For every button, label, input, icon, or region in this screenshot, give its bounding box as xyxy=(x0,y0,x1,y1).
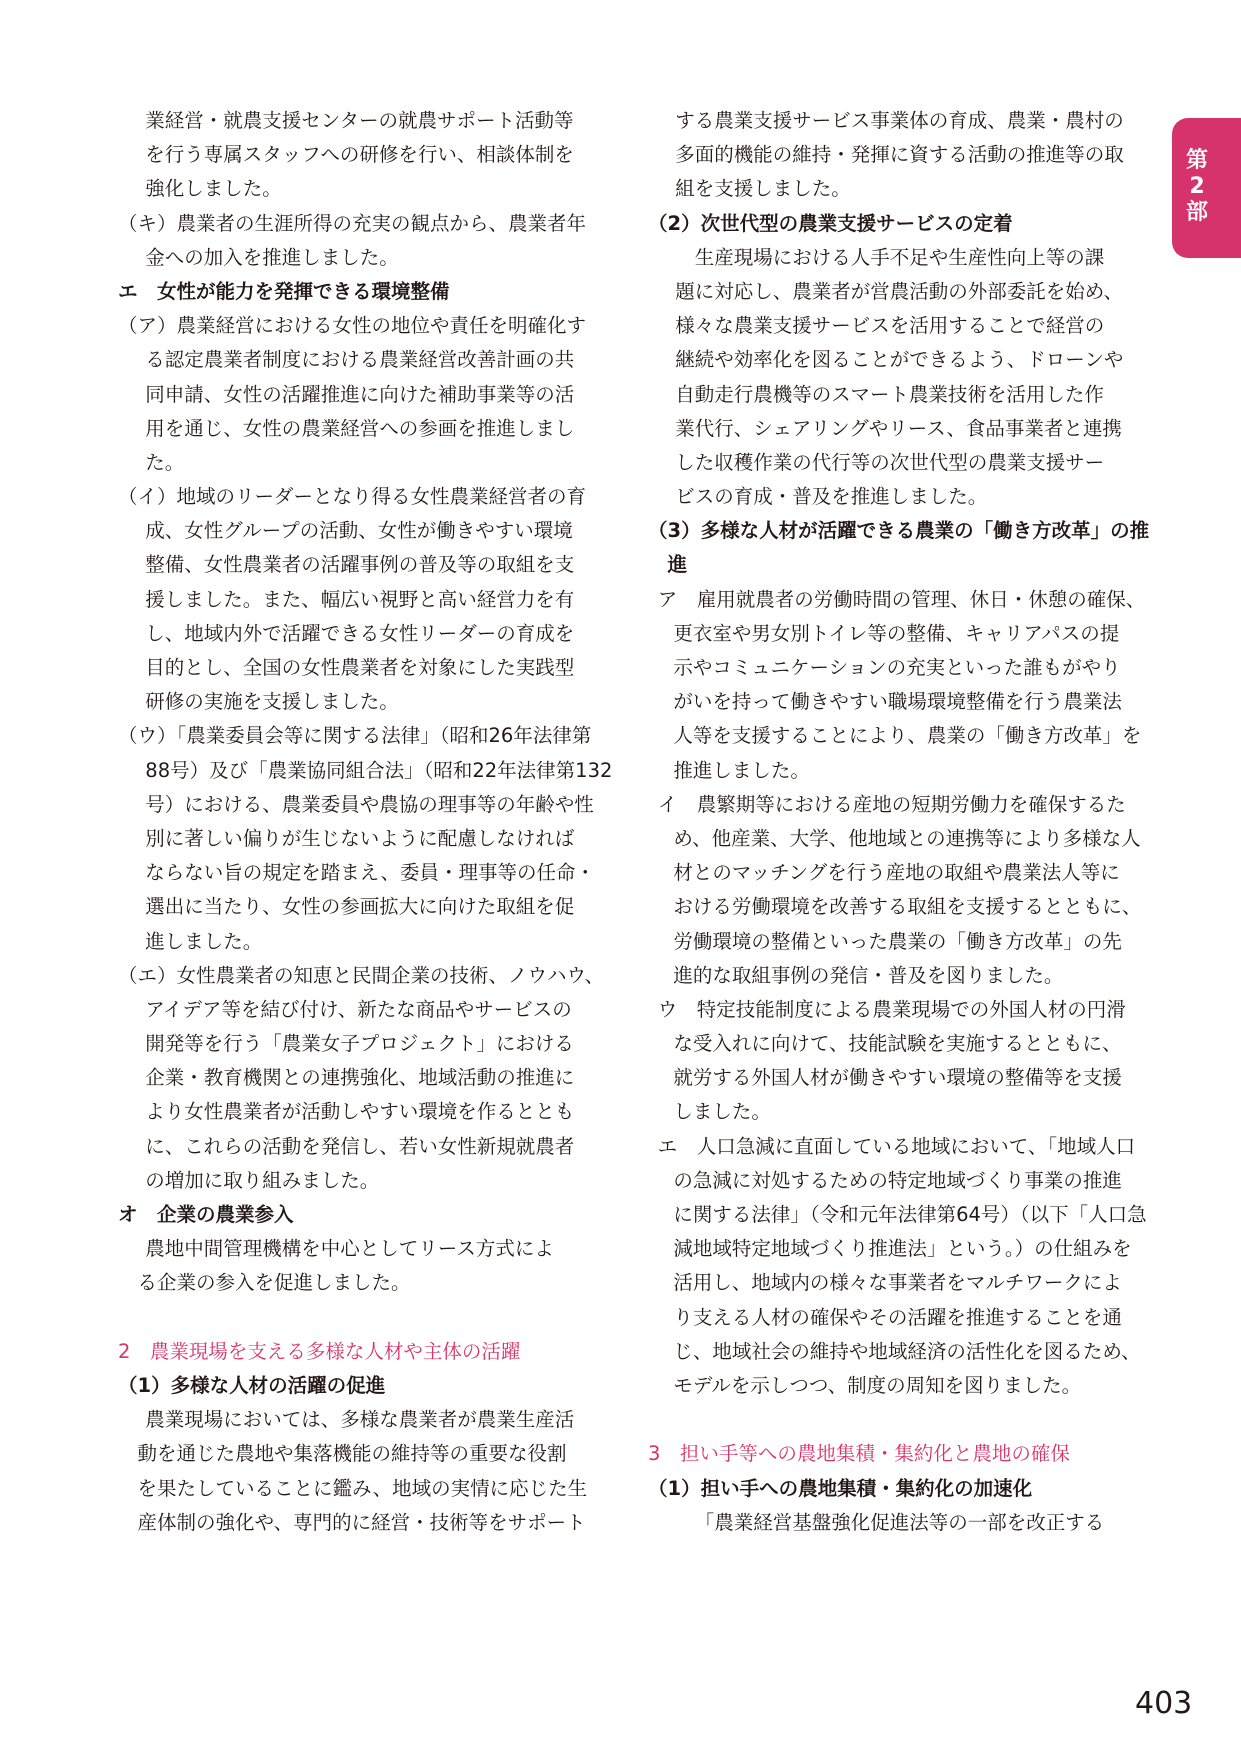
text-line: 生産現場における人手不足や生産性向上等の課 xyxy=(694,245,1105,269)
text-line: を果たしていることに鑑み、地域の実情に応じた生 xyxy=(137,1476,588,1500)
text-line: を行う専属スタッフへの研修を行い、相談体制を xyxy=(145,143,574,167)
subheading: （1）担い手への農地集積・集約化の加速化 xyxy=(648,1476,1033,1500)
text-line: （キ）農業者の生涯所得の充実の観点から、農業者年 xyxy=(118,211,587,235)
text-line: 農地中間管理機構を中心としてリース方式によ xyxy=(145,1237,554,1261)
text-line: 動を通じた農地や集落機能の維持等の重要な役割 xyxy=(137,1442,567,1466)
text-line: した収穫作業の代行等の次世代型の農業支援サー xyxy=(675,450,1105,474)
text-line: 人等を支援することにより、農業の「働き方改革」を xyxy=(673,724,1142,748)
text-line: る企業の参入を促進しました。 xyxy=(137,1271,411,1295)
text-line: （エ）女性農業者の知恵と民間企業の技術、ノウハウ、 xyxy=(118,963,604,987)
page-number: 403 xyxy=(1135,1686,1193,1721)
text-line: 組を支援しました。 xyxy=(675,177,851,201)
text-line: 更衣室や男女別トイレ等の整備、キャリアパスの提 xyxy=(673,621,1120,645)
text-line: モデルを示しつつ、制度の周知を図りました。 xyxy=(673,1373,1082,1397)
text-line: 自動走行農機等のスマート農業技術を活用した作 xyxy=(675,382,1104,406)
text-line: め、他産業、大学、他地域との連携等により多様な人 xyxy=(673,826,1141,850)
text-line: おける労働環境を改善する取組を支援するとともに、 xyxy=(673,895,1142,919)
subheading: 進 xyxy=(667,553,688,577)
part-tab-label: 第 2 部 xyxy=(1185,148,1208,225)
text-line: ビスの育成・普及を推進しました。 xyxy=(675,485,988,509)
text-line: 整備、女性農業者の活躍事例の普及等の取組を支 xyxy=(145,553,575,577)
text-line: し、地域内外で活躍できる女性リーダーの育成を xyxy=(145,621,575,645)
text-line: 推進しました。 xyxy=(673,758,810,782)
text-line: 88号）及び「農業協同組合法」（昭和22年法律第132 xyxy=(145,758,613,782)
text-line: 材とのマッチングを行う産地の取組や農業法人等に xyxy=(673,861,1120,885)
text-line: エ 人口急減に直面している地域において、「地域人口 xyxy=(657,1134,1136,1158)
text-line: 進的な取組事例の発信・普及を図りました。 xyxy=(673,963,1064,987)
text-line: じ、地域社会の維持や地域経済の活性化を図るため、 xyxy=(673,1339,1141,1363)
text-line: に関する法律」（令和元年法律第64号）（以下「人口急 xyxy=(673,1203,1147,1226)
text-line: 様々な農業支援サービスを活用することで経営の xyxy=(675,314,1105,338)
text-line: 別に著しい偏りが生じないように配慮しなければ xyxy=(145,826,575,850)
text-line: ウ 特定技能制度による農業現場での外国人材の円滑 xyxy=(657,997,1126,1021)
text-line: 「農業経営基盤強化促進法等の一部を改正する xyxy=(694,1510,1105,1534)
text-line: 成、女性グループの活動、女性が働きやすい環境 xyxy=(145,519,573,543)
right-column xyxy=(648,104,1150,1540)
text-line: 金への加入を推進しました。 xyxy=(145,245,399,269)
text-line: より女性農業者が活動しやすい環境を作るととも xyxy=(145,1100,575,1124)
text-line: る認定農業者制度における農業経営改善計画の共 xyxy=(145,348,575,372)
text-line: の急減に対処するための特定地域づくり事業の推進 xyxy=(673,1168,1122,1192)
text-line: 業代行、シェアリングやリース、食品事業者と連携 xyxy=(675,416,1122,440)
text-line: た。 xyxy=(145,450,185,474)
text-line: 継続や効率化を図ることができるよう、ドローンや xyxy=(675,348,1124,372)
text-line: （イ）地域のリーダーとなり得る女性農業経営者の育 xyxy=(118,485,587,509)
section-heading: 3 担い手等への農地集積・集約化と農地の確保 xyxy=(648,1442,1070,1466)
text-line: 多面的機能の維持・発揮に資する活動の推進等の取 xyxy=(675,143,1124,167)
text-line: する農業支援サービス事業体の育成、農業・農村の xyxy=(675,109,1124,132)
section-heading: 2 農業現場を支える多様な人材や主体の活躍 xyxy=(118,1339,521,1363)
text-line: （ウ）「農業委員会等に関する法律」（昭和26年法律第 xyxy=(118,724,592,748)
text-line: がいを持って働きやすい職場環境整備を行う農業法 xyxy=(673,690,1122,714)
blank-line xyxy=(648,1403,1138,1437)
text-line: り支える人材の確保やその活躍を推進することを通 xyxy=(673,1305,1122,1329)
text-line: 活用し、地域内の様々な事業者をマルチワークによ xyxy=(673,1271,1122,1295)
text-line: 業経営・就農支援センターの就農サポート活動等 xyxy=(145,109,574,132)
text-line: ならない旨の規定を踏まえ、委員・理事等の任命・ xyxy=(145,861,595,885)
text-line: の増加に取り組みました。 xyxy=(145,1168,380,1192)
text-line: 示やコミュニケーションの充実といった誰もがやり xyxy=(673,656,1121,679)
subheading: （1）多様な人材の活躍の促進 xyxy=(118,1373,386,1397)
subheading: エ 女性が能力を発揮できる環境整備 xyxy=(118,279,450,303)
text-line: 強化しました。 xyxy=(145,177,282,201)
left-column xyxy=(118,104,613,1540)
text-line: 用を通じ、女性の農業経営への参画を推進しまし xyxy=(145,416,575,440)
subheading: （2）次世代型の農業支援サービスの定着 xyxy=(648,211,1013,235)
text-line: 同申請、女性の活躍推進に向けた補助事業等の活 xyxy=(145,382,575,406)
text-line: 目的とし、全国の女性農業者を対象にした実践型 xyxy=(145,656,575,679)
text-line: （ア）農業経営における女性の地位や責任を明確化す xyxy=(118,314,587,338)
text-line: 号）における、農業委員や農協の理事等の年齢や性 xyxy=(145,792,594,816)
blank-line xyxy=(118,1301,603,1335)
subheading: （3）多様な人材が活躍できる農業の「働き方改革」の推 xyxy=(648,519,1150,543)
text-line: 題に対応し、農業者が営農活動の外部委託を始め、 xyxy=(675,279,1124,303)
text-line: アイデア等を結び付け、新たな商品やサービスの xyxy=(145,997,572,1021)
subheading: オ 企業の農業参入 xyxy=(118,1203,294,1226)
text-line: 就労する外国人材が働きやすい環境の整備等を支援 xyxy=(673,1066,1122,1090)
text-line: しました。 xyxy=(673,1100,771,1124)
text-line: イ 農繁期等における産地の短期労働力を確保するた xyxy=(657,792,1126,816)
text-line: 減地域特定地域づくり推進法」という。）の仕組みを xyxy=(673,1237,1132,1261)
text-line: に、これらの活動を発信し、若い女性新規就農者 xyxy=(145,1134,575,1158)
text-line: 進しました。 xyxy=(145,929,263,953)
text-line: 援しました。また、幅広い視野と高い経営力を有 xyxy=(145,587,575,611)
text-line: ア 雇用就農者の労働時間の管理、休日・休憩の確保、 xyxy=(657,587,1146,611)
text-line: な受入れに向けて、技能試験を実施するとともに、 xyxy=(673,1032,1122,1056)
text-line: 企業・教育機関との連携強化、地域活動の推進に xyxy=(145,1066,575,1090)
part-tab xyxy=(1172,118,1241,258)
text-line: 研修の実施を支援しました。 xyxy=(145,690,399,714)
text-line: 産体制の強化や、専門的に経営・技術等をサポート xyxy=(137,1510,586,1534)
text-line: 労働環境の整備といった農業の「働き方改革」の先 xyxy=(673,929,1122,953)
text-line: 農業現場においては、多様な農業者が農業生産活 xyxy=(145,1408,575,1432)
text-line: 選出に当たり、女性の参画拡大に向けた取組を促 xyxy=(145,895,575,919)
text-line: 開発等を行う「農業女子プロジェクト」における xyxy=(145,1032,574,1056)
